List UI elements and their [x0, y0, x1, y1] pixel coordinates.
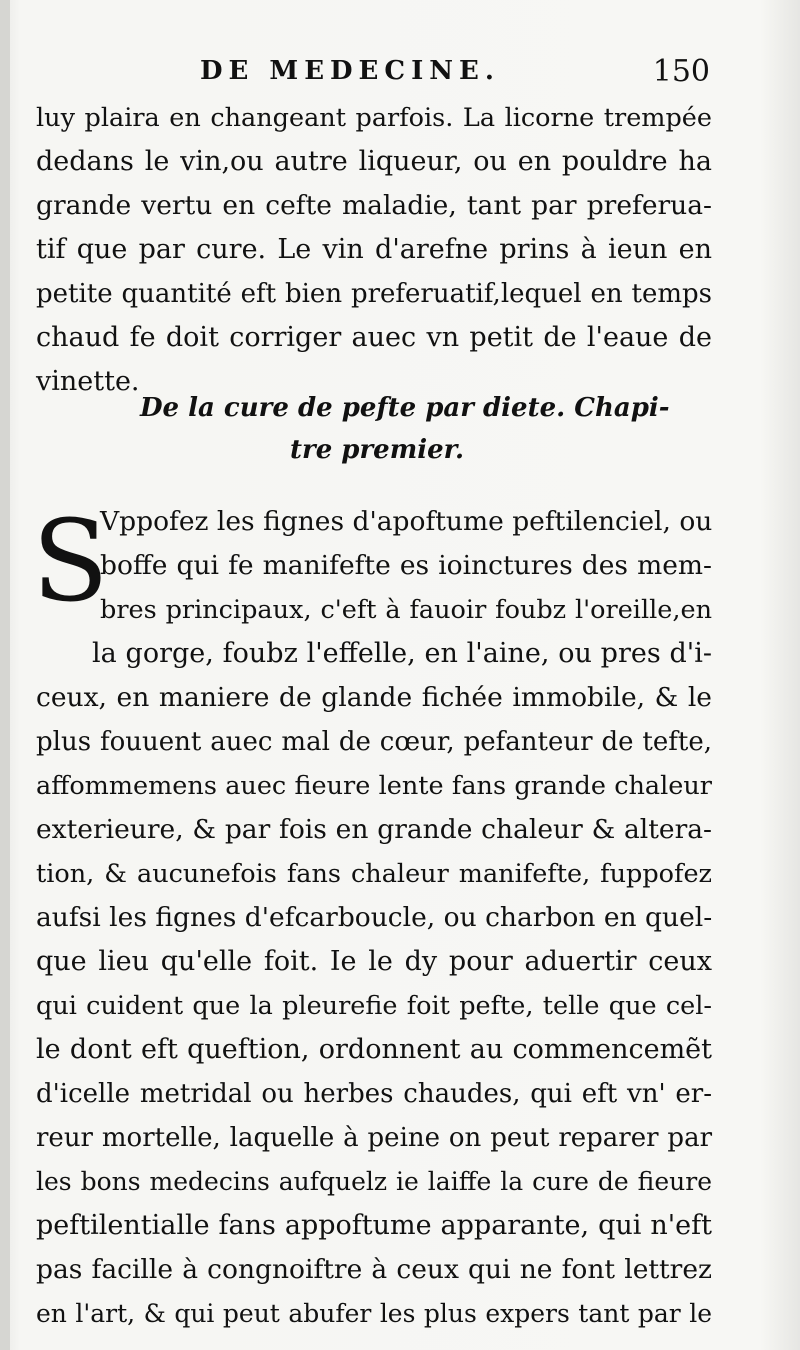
- text-line: luy plaira en changeant parfois. La licorne trempée: [36, 103, 712, 133]
- text-line: qui cuident que la pleurefie foit pefte, telle que cel-: [36, 991, 712, 1021]
- text-line: que lieu qu'elle foit. Ie le dy pour aduertir ceux: [36, 946, 712, 977]
- text-line: peftilentialle fans appoftume apparante, qui n'eft: [36, 1210, 712, 1241]
- text-line: pas facille à congnoiftre à ceux qui ne font lettrez: [36, 1254, 712, 1285]
- text-line: tion, & aucunefois fans chaleur manifefte, fuppofez: [36, 859, 712, 889]
- text-line: chaud fe doit corriger auec vn petit de l'eaue de: [36, 322, 712, 353]
- text-line: aufsi les fignes d'efcarboucle, ou charbon en quel-: [36, 902, 713, 933]
- drop-cap-initial: S: [32, 497, 109, 627]
- page-number: 150: [652, 54, 710, 89]
- text-line: boffe qui fe manifefte es ioinctures des mem-: [100, 550, 712, 581]
- page-header: [0, 52, 800, 98]
- text-line: reur mortelle, laquelle à peine on peut reparer par: [36, 1123, 712, 1153]
- text-line: grande vertu en cefte maladie, tant par preferua-: [36, 190, 712, 221]
- text-line: exterieure, & par fois en grande chaleur & altera-: [36, 814, 712, 845]
- text-line: dedans le vin,ou autre liqueur, ou en pouldre ha: [36, 146, 712, 177]
- running-head: DE MEDECINE.: [200, 56, 500, 86]
- text-line: ceux, en maniere de glande fichée immobile, & le: [36, 682, 712, 713]
- text-line: en l'art, & qui peut abufer les plus expers tant par le: [36, 1299, 712, 1328]
- text-line: petite quantité eft bien preferuatif,lequel en temps: [36, 279, 712, 309]
- text-line: le dont eft queftion, ordonnent au commencemẽt: [36, 1034, 712, 1065]
- text-line: vinette.: [36, 366, 140, 397]
- text-line: plus fouuent auec mal de cœur, pefanteur de tefte,: [36, 727, 712, 757]
- chapter-heading-line: De la cure de pefte par diete. Chapi-: [140, 393, 670, 423]
- text-line: les bons medecins aufquelz ie laiffe la cure de fieure: [36, 1167, 712, 1196]
- text-line: tif que par cure. Le vin d'arefne prins à ieun en: [36, 234, 712, 265]
- text-line: affommemens auec fieure lente fans grande chaleur: [36, 771, 712, 801]
- page-gutter-shadow: [0, 0, 10, 1350]
- chapter-heading-line: tre premier.: [290, 435, 465, 465]
- text-line: d'icelle metridal ou herbes chaudes, qui eft vn' er-: [36, 1079, 712, 1109]
- text-line: Vppofez les fignes d'apoftume peftilenciel, ou: [100, 506, 713, 537]
- text-line: bres principaux, c'eft à fauoir foubz l'oreille,en: [100, 595, 712, 625]
- text-line: la gorge, foubz l'effelle, en l'aine, ou pres d'i-: [92, 638, 712, 669]
